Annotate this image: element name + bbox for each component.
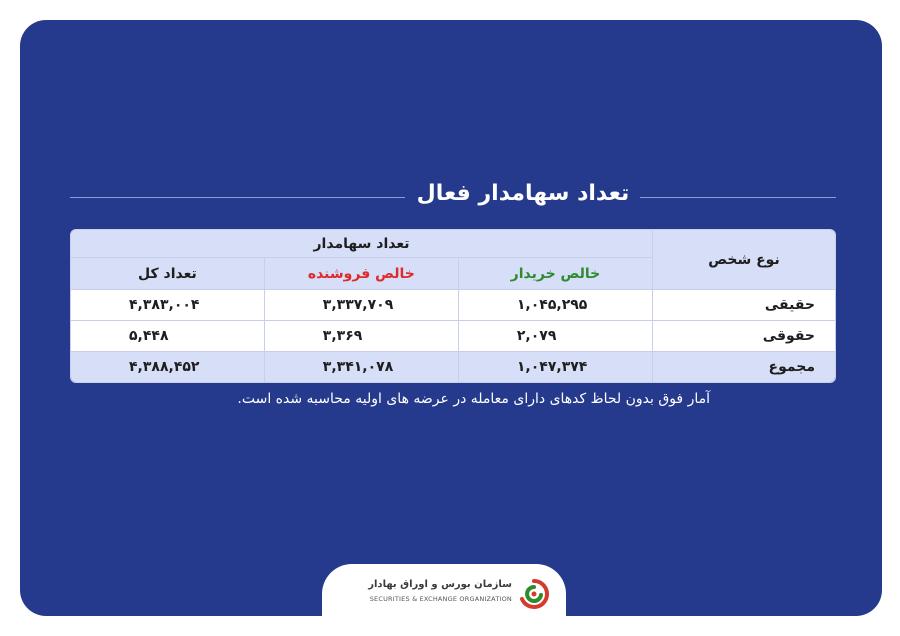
page-title: تعداد سهامدار فعال [416, 181, 630, 206]
table-row-total [71, 352, 835, 382]
table-row [71, 290, 835, 321]
footnote: آمار فوق بدون لحاظ کدهای دارای معامله در عرضه های اولیه محاسبه شده است. [237, 391, 710, 407]
net-buyer-header: خالص خریدار [458, 258, 652, 290]
table-header-row [71, 230, 835, 258]
seller-value: ۳,۳۳۷,۷۰۹ [264, 290, 458, 321]
seo-logo-icon [518, 578, 550, 610]
logo-name-en: SECURITIES & EXCHANGE ORGANIZATION [369, 595, 512, 603]
buyer-value: ۱,۰۴۷,۳۷۴ [458, 352, 652, 382]
total-count-header: تعداد کل [71, 258, 264, 290]
net-seller-header: خالص فروشنده [264, 258, 458, 290]
seller-value: ۳,۳۶۹ [264, 321, 458, 352]
total-value: ۵,۴۴۸ [71, 321, 264, 352]
shareholder-table [70, 229, 836, 383]
seo-logo [370, 578, 550, 610]
buyer-value: ۱,۰۴۵,۲۹۵ [458, 290, 652, 321]
title-divider-right [640, 197, 836, 198]
row-label: مجموع [652, 352, 835, 382]
person-type-header: نوع شخص [652, 230, 835, 290]
buyer-value: ۲,۰۷۹ [458, 321, 652, 352]
row-label: حقیقی [652, 290, 835, 321]
seller-value: ۳,۳۴۱,۰۷۸ [264, 352, 458, 382]
total-value: ۴,۳۸۳,۰۰۴ [71, 290, 264, 321]
title-divider-left [70, 197, 405, 198]
total-value: ۴,۳۸۸,۴۵۲ [71, 352, 264, 382]
title-row [70, 181, 836, 211]
table-row [71, 321, 835, 352]
logo-name-fa: سازمان بورس و اوراق بهادار [368, 579, 512, 590]
row-label: حقوقی [652, 321, 835, 352]
shareholder-count-header: تعداد سهامدار [71, 230, 652, 258]
